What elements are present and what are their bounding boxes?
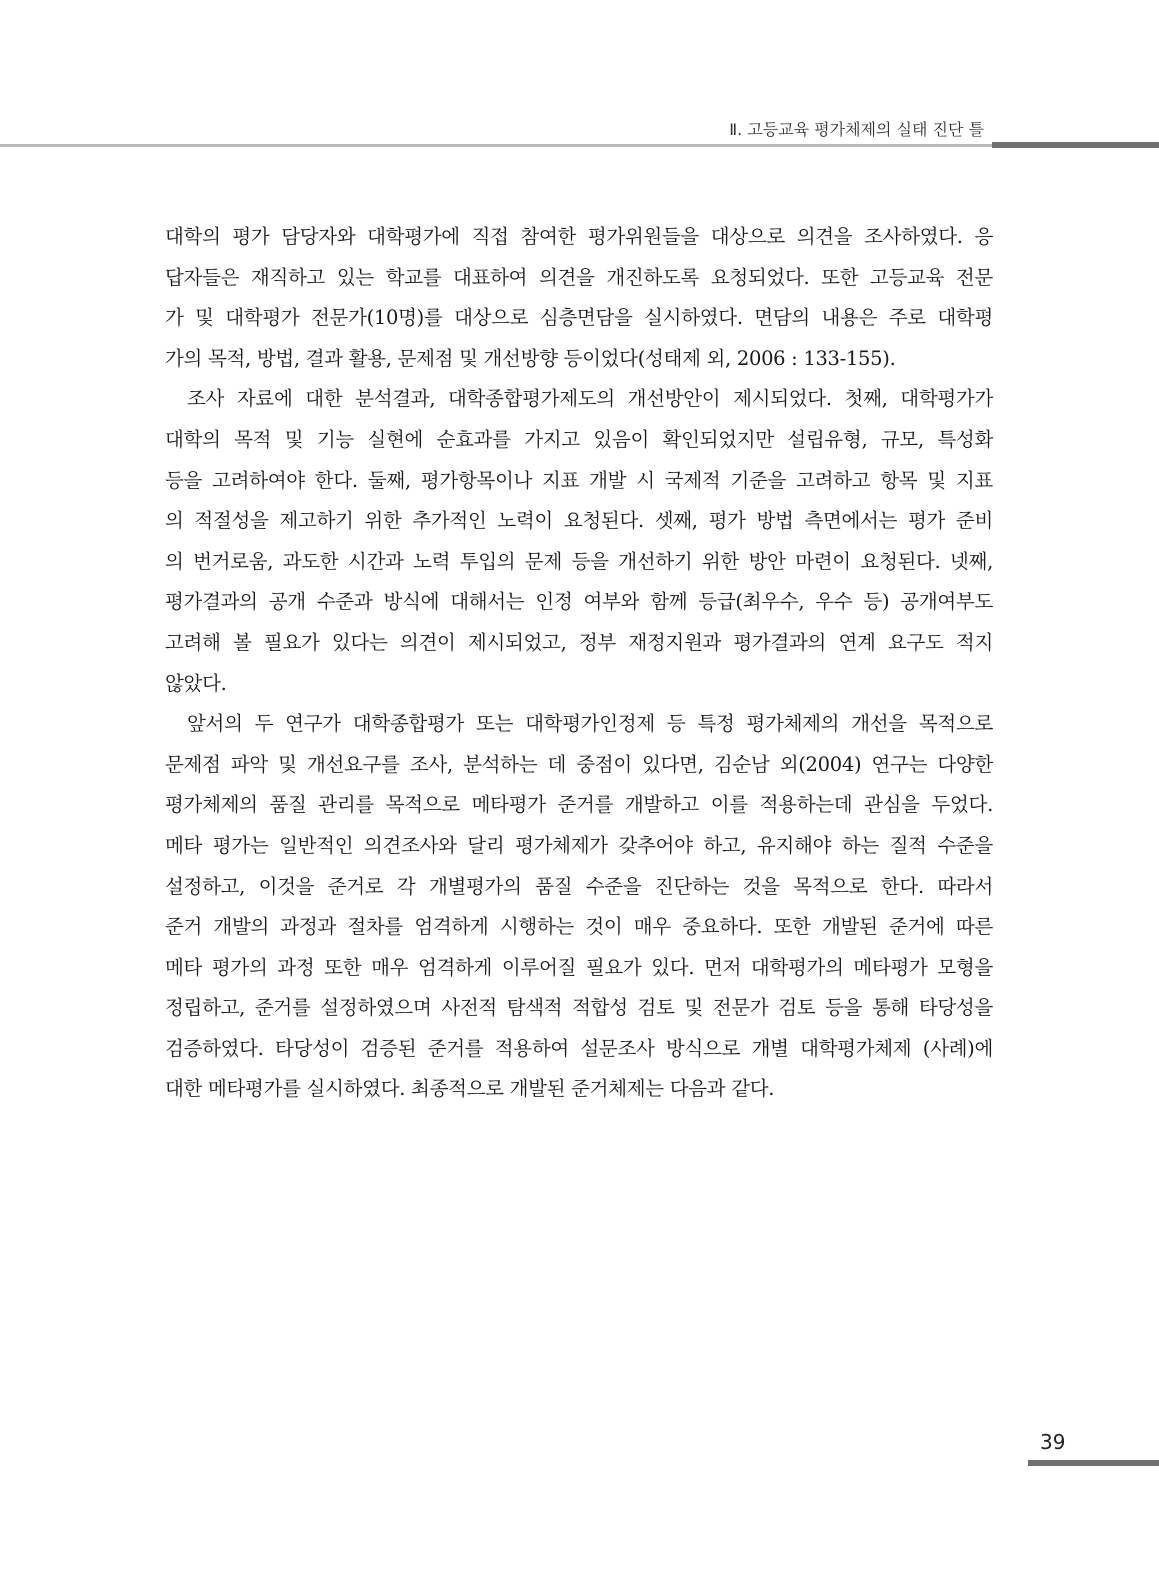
text-line: 의 번거로움, 과도한 시간과 노력 투입의 문제 등을 개선하기 위한 방안 마련이 요청된다. 넷째, xyxy=(165,549,993,573)
text-line: 등을 고려하여야 한다. 둘째, 평가항목이나 지표 개발 시 국제적 기준을 고려하고 항목 및 지표 xyxy=(165,468,993,492)
header-rule-accent xyxy=(992,142,1159,148)
text-line: 의 적절성을 제고하기 위한 추가적인 노력이 요청된다. 셋째, 평가 방법 측면에서는 평가 준비 xyxy=(165,509,993,533)
text-line: 대학의 목적 및 기능 실현에 순효과를 가지고 있음이 확인되었지만 설립유형, 규모, 특성화 xyxy=(165,427,993,451)
footer-rule xyxy=(1028,1460,1159,1466)
text-line: 조사 자료에 대한 분석결과, 대학종합평가제도의 개선방안이 제시되었다. 첫째, 대학평가가 xyxy=(187,387,993,411)
text-line: 설정하고, 이것을 준거로 각 개별평가의 품질 수준을 진단하는 것을 목적으로 한다. 따라서 xyxy=(165,874,993,898)
text-line: 가 및 대학평가 전문가(10명)를 대상으로 심층면담을 실시하였다. 면담의 내용은 주로 대학평 xyxy=(165,306,993,330)
text-line: 문제점 파악 및 개선요구를 조사, 분석하는 데 중점이 있다면, 김순남 외(2004) 연구는 다양한 xyxy=(165,752,993,776)
page-number: 39 xyxy=(1040,1430,1066,1454)
text-line: 메타 평가의 과정 또한 매우 엄격하게 이루어질 필요가 있다. 먼저 대학평가의 메타평가 모형을 xyxy=(165,955,993,979)
text-line: 앞서의 두 연구가 대학종합평가 또는 대학평가인정제 등 특정 평가체제의 개선을 목적으로 xyxy=(187,712,993,736)
text-line: 평가체제의 품질 관리를 목적으로 메타평가 준거를 개발하고 이를 적용하는데 관심을 두었다. xyxy=(165,793,993,817)
body-text xyxy=(165,217,993,1110)
text-line: 않았다. xyxy=(165,671,227,695)
chapter-title: Ⅱ. 고등교육 평가체제의 실태 진단 틀 xyxy=(729,120,984,139)
text-line: 평가결과의 공개 수준과 방식에 대해서는 인정 여부와 함께 등급(최우수, 우수 등) 공개여부도 xyxy=(165,590,993,614)
text-line: 검증하였다. 타당성이 검증된 준거를 적용하여 설문조사 방식으로 개별 대학평가체제 (사례)에 xyxy=(165,1036,993,1060)
text-line: 가의 목적, 방법, 결과 활용, 문제점 및 개선방향 등이었다(성태제 외, 2006 : 133-155). xyxy=(165,346,896,370)
text-line: 대학의 평가 담당자와 대학평가에 직접 참여한 평가위원들을 대상으로 의견을 조사하였다. 응 xyxy=(165,225,993,248)
text-line: 메타 평가는 일반적인 의견조사와 달리 평가체제가 갖추어야 하고, 유지해야 하는 질적 수준을 xyxy=(165,833,993,857)
running-header xyxy=(0,0,1159,150)
text-line: 준거 개발의 과정과 절차를 엄격하게 시행하는 것이 매우 중요하다. 또한 개발된 준거에 따른 xyxy=(165,915,993,939)
text-line: 고려해 볼 필요가 있다는 의견이 제시되었고, 정부 재정지원과 평가결과의 연계 요구도 적지 xyxy=(165,630,993,654)
header-rule xyxy=(0,144,992,147)
text-line: 답자들은 재직하고 있는 학교를 대표하여 의견을 개진하도록 요청되었다. 또한 고등교육 전문 xyxy=(165,265,993,289)
text-line: 정립하고, 준거를 설정하였으며 사전적 탐색적 적합성 검토 및 전문가 검토 등을 통해 타당성을 xyxy=(165,996,993,1020)
text-line: 대한 메타평가를 실시하였다. 최종적으로 개발된 준거체제는 다음과 같다. xyxy=(165,1077,775,1101)
